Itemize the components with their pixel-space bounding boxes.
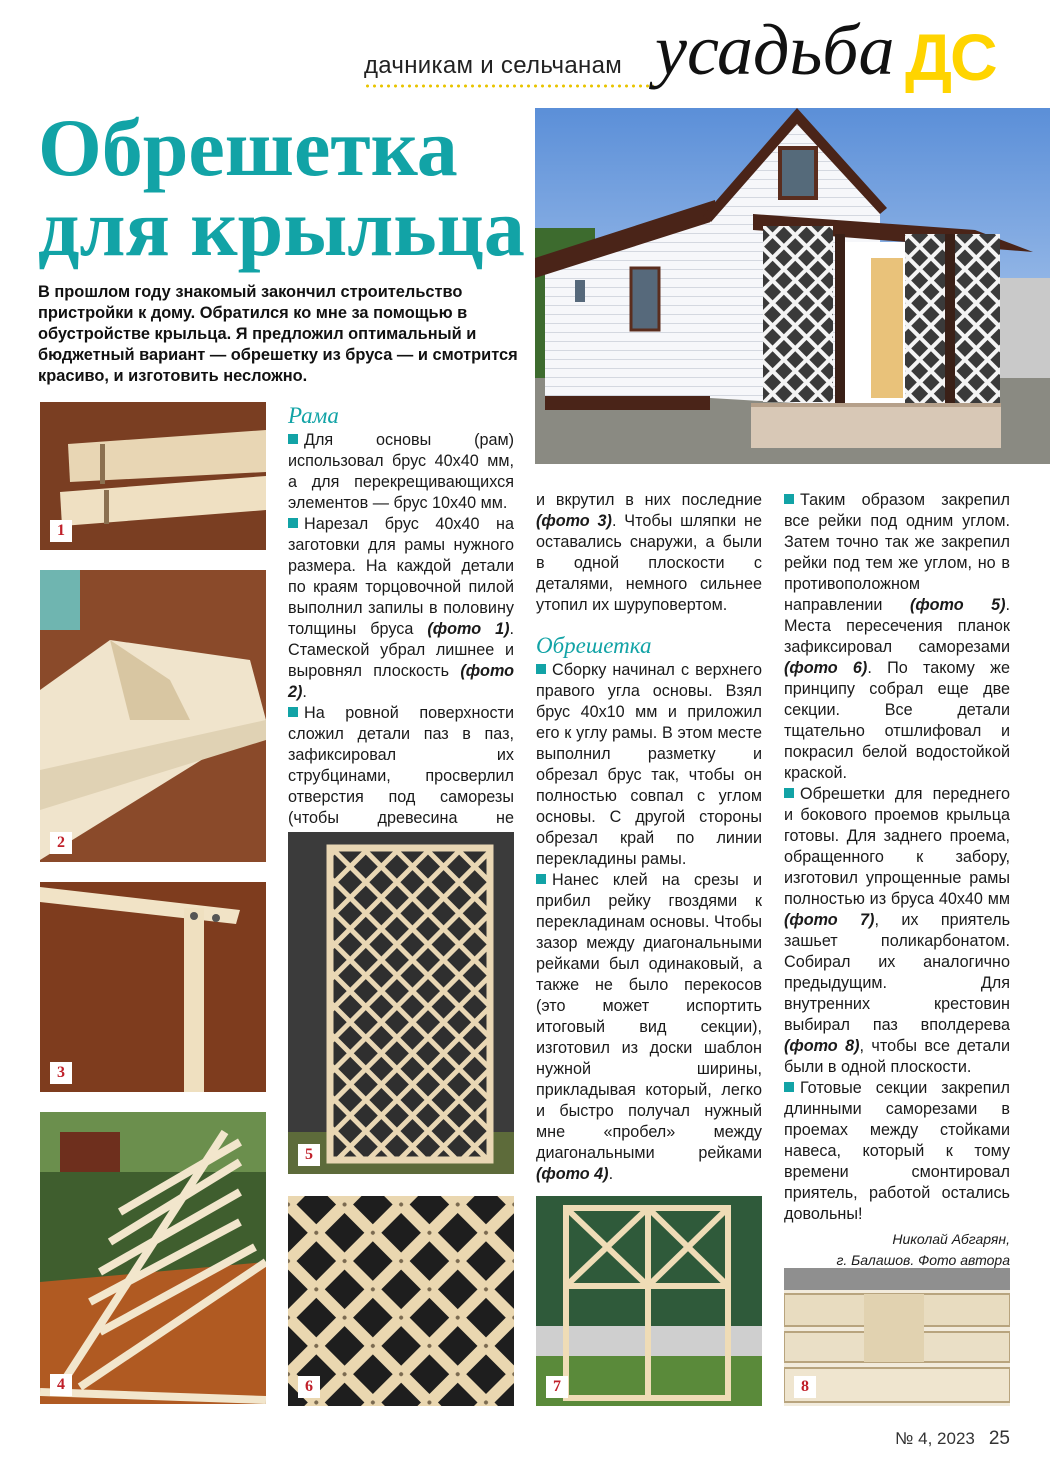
photo-number: 5 [298, 1144, 320, 1166]
photo-1-image [40, 402, 266, 550]
paragraph: Сборку начинал с верхнего правого угла основы. Взял брус 40х10 мм и приложил его к углу рамы. В этом месте выполнил разметку и обрезал брус так, чтобы он полностью совпал с углом основы. С другой стороны обрезал край по линии перекладины рамы. [536, 661, 762, 868]
bullet-icon [288, 518, 298, 528]
paragraph: и вкрутил в них последние (фото 3). Чтобы шляпки не оставались снаружи, а были в одной плоскости с деталями, немного сильнее утопил их шуруповертом. [536, 491, 762, 614]
paragraph: Таким образом закрепил все рейки под одним углом. Затем точно так же закрепил рейки под тем же углом, но в противоположном направлении (фото 5). Места пересечения планок зафиксировал саморезами (фото 6). По такому же принципу собрал еще две секции. Все детали тщательно отшлифовал и покрасил белой водостойкой краской. [784, 491, 1011, 782]
photo-ref: (фото 1) [427, 620, 510, 638]
bullet-icon [536, 874, 546, 884]
signature [784, 1229, 1010, 1271]
section-subtitle: дачникам и сельчанам [364, 52, 623, 79]
bullet-icon [784, 494, 794, 504]
section-heading-obreshetka: Обрешетка [536, 633, 652, 658]
article-title [38, 102, 525, 274]
photo-8 [784, 1268, 1010, 1406]
brand-mark: ДС [905, 20, 996, 94]
title-line-2: для крыльца [38, 182, 525, 274]
photo-ref: (фото 3) [536, 512, 612, 530]
paragraph: Для основы (рам) использовал брус 40х40 мм, а для перекрещивающихся элементов — брус 10х40 мм. [288, 431, 514, 512]
photo-ref: (фото 2) [288, 662, 515, 701]
photo-3-image [40, 882, 266, 1092]
photo-4 [40, 1112, 266, 1404]
issue-number: № 4, 2023 [895, 1429, 975, 1448]
photo-6 [288, 1196, 514, 1406]
column-final [784, 490, 1010, 1271]
photo-ref: (фото 6) [784, 659, 868, 677]
column-obreshetka [536, 490, 762, 1185]
bullet-icon [784, 1082, 794, 1092]
paragraph: Готовые секции закрепил длинными саморезами в проемах между стойками навеса, который к тому времени смонтировал приятель, работой остались довольны! [784, 1079, 1010, 1223]
photo-number: 3 [50, 1062, 72, 1084]
photo-ref: (фото 8) [784, 1037, 860, 1055]
photo-4-image [40, 1112, 266, 1404]
photo-5 [288, 832, 514, 1174]
page-folio [895, 1428, 1010, 1450]
bullet-icon [536, 664, 546, 674]
photo-number: 8 [794, 1376, 816, 1398]
column-rama [288, 404, 514, 850]
magazine-brand: усадьба [655, 10, 895, 90]
photo-5-image [288, 832, 514, 1174]
paragraph: Нанес клей на срезы и прибил рейку гвоздями к перекладинам основы. Чтобы зазор между диагональными рейками был одинаковый, а также не было перекосов (это может испортить итоговый вид секции), изготовил из доски шаблон нужной ширины, прикладывая который, легко и быстро получал нужный мне «пробел» между диагональными рейками (фото 4). [536, 871, 762, 1183]
title-line-1: Обрешетка [38, 102, 458, 193]
bullet-icon [784, 788, 794, 798]
photo-ref: (фото 5) [909, 596, 1006, 614]
photo-ref: (фото 7) [784, 911, 875, 929]
dotted-rule [364, 84, 654, 88]
article-lead: В прошлом году знакомый закончил строительство пристройки к дому. Обратился ко мне за помощью в обустройстве крыльца. Я предложил оптимальный и бюджетный вариант — обрешетку из бруса — и смотрится красиво, и изготовить несложно. [38, 283, 518, 385]
photo-number: 7 [546, 1376, 568, 1398]
photo-2-image [40, 570, 266, 862]
section-heading-rama: Рама [288, 403, 339, 428]
page-number: 25 [988, 1428, 1010, 1449]
photo-7 [536, 1196, 762, 1406]
photo-number: 6 [298, 1376, 320, 1398]
photo-number: 4 [50, 1374, 72, 1396]
bullet-icon [288, 434, 298, 444]
paragraph: На ровной поверхности сложил детали паз в паз, зафиксировал их струбцинами, просверлил отверстия под саморезы (чтобы древесина не [288, 704, 514, 827]
author-place: г. Балашов. Фото автора [836, 1252, 1010, 1268]
paragraph: Нарезал брус 40х40 на заготовки для рамы нужного размера. На каждой детали по краям торцовочной пилой выполнил запилы в половину толщины бруса (фото 1). Стамеской убрал лишнее и выровнял плоскость (фото 2). [288, 515, 515, 701]
porch-house-illustration [535, 108, 1050, 464]
hero-photo [535, 108, 1050, 464]
bullet-icon [288, 707, 298, 717]
author-name: Николай Абгарян, [892, 1231, 1010, 1247]
photo-3 [40, 882, 266, 1092]
paragraph: Обрешетки для переднего и бокового проемов крыльца готовы. Для заднего проема, обращенного к забору, изготовил упрощенные рамы полностью из бруса 40х40 мм (фото 7), их приятель зашьет поликарбонатом. Собирал их аналогично предыдущим. Для внутренних крестовин выбирал паз вполдерева (фото 8), чтобы все детали были в одной плоскости. [784, 785, 1011, 1076]
photo-6-image [288, 1196, 514, 1406]
photo-8-image [784, 1268, 1010, 1406]
photo-7-image [536, 1196, 762, 1406]
photo-number: 1 [50, 520, 72, 542]
photo-2 [40, 570, 266, 862]
photo-number: 2 [50, 832, 72, 854]
photo-ref: (фото 4) [536, 1165, 609, 1183]
photo-1 [40, 402, 266, 550]
